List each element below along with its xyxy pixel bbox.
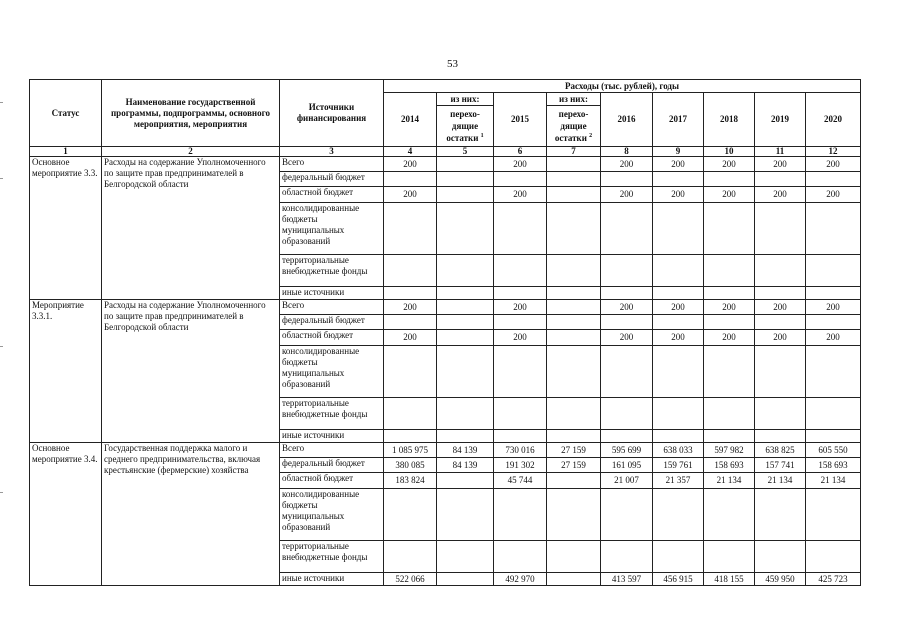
- value-cell: 200: [384, 330, 437, 346]
- row-source: Всего: [280, 443, 384, 458]
- value-cell: 21 134: [704, 473, 755, 489]
- value-cell: 158 693: [704, 458, 755, 473]
- value-cell: [547, 287, 601, 300]
- value-cell: [494, 203, 547, 255]
- value-cell: [653, 287, 704, 300]
- footnote-2: 2: [589, 133, 593, 139]
- value-cell: 200: [653, 300, 704, 315]
- value-cell: [601, 287, 653, 300]
- row-source: областной бюджет: [280, 473, 384, 489]
- row-source: иные источники: [280, 287, 384, 300]
- value-cell: [384, 489, 437, 541]
- row-source: Всего: [280, 300, 384, 315]
- row-source: областной бюджет: [280, 187, 384, 203]
- value-cell: [384, 172, 437, 187]
- value-cell: [653, 172, 704, 187]
- value-cell: [494, 172, 547, 187]
- header-sources: Источники финансирования: [280, 80, 384, 147]
- value-cell: [437, 187, 494, 203]
- value-cell: 200: [806, 330, 861, 346]
- value-cell: [547, 330, 601, 346]
- value-cell: [806, 255, 861, 287]
- value-cell: 638 825: [755, 443, 806, 458]
- value-cell: [437, 473, 494, 489]
- value-cell: 200: [704, 157, 755, 172]
- expenses-table: [29, 79, 861, 586]
- row-name: Государственная поддержка малого и среднего предпринимательства, включая крестьянские (фермерские) хозяйства: [102, 443, 280, 586]
- header-year-2015: 2015: [494, 93, 547, 147]
- header-carryover-2: перехо- дящие остатки $^2$: [547, 106, 601, 147]
- value-cell: [704, 255, 755, 287]
- value-cell: 492 970: [494, 573, 547, 586]
- row-source: Всего: [280, 157, 384, 172]
- value-cell: 200: [601, 157, 653, 172]
- value-cell: [755, 489, 806, 541]
- value-cell: 200: [494, 157, 547, 172]
- value-cell: 200: [601, 187, 653, 203]
- value-cell: [494, 398, 547, 430]
- value-cell: 425 723: [806, 573, 861, 586]
- value-cell: [494, 489, 547, 541]
- header-sub-top-2: из них:: [547, 93, 601, 106]
- value-cell: 21 134: [755, 473, 806, 489]
- value-cell: 27 159: [547, 458, 601, 473]
- value-cell: 159 761: [653, 458, 704, 473]
- row-source: иные источники: [280, 430, 384, 443]
- value-cell: [755, 287, 806, 300]
- value-cell: [384, 541, 437, 573]
- value-cell: [384, 398, 437, 430]
- value-cell: 638 033: [653, 443, 704, 458]
- value-cell: [653, 541, 704, 573]
- value-cell: [437, 287, 494, 300]
- row-source: федеральный бюджет: [280, 172, 384, 187]
- value-cell: [601, 430, 653, 443]
- value-cell: [494, 346, 547, 398]
- value-cell: [437, 255, 494, 287]
- value-cell: 200: [384, 300, 437, 315]
- value-cell: [437, 300, 494, 315]
- value-cell: [494, 430, 547, 443]
- value-cell: [494, 255, 547, 287]
- value-cell: [437, 203, 494, 255]
- header-year-2017: 2017: [653, 93, 704, 147]
- value-cell: 21 357: [653, 473, 704, 489]
- value-cell: [601, 541, 653, 573]
- value-cell: 456 915: [653, 573, 704, 586]
- value-cell: [653, 315, 704, 330]
- header-status: Статус: [30, 80, 102, 147]
- value-cell: [547, 315, 601, 330]
- value-cell: 200: [653, 157, 704, 172]
- value-cell: 1 085 975: [384, 443, 437, 458]
- value-cell: 200: [653, 330, 704, 346]
- table-row: [30, 443, 861, 458]
- value-cell: [384, 346, 437, 398]
- value-cell: 200: [494, 300, 547, 315]
- value-cell: 157 741: [755, 458, 806, 473]
- value-cell: 200: [704, 330, 755, 346]
- value-cell: [601, 255, 653, 287]
- row-status: Мероприятие 3.3.1.: [30, 300, 102, 443]
- value-cell: 200: [806, 157, 861, 172]
- value-cell: [547, 255, 601, 287]
- value-cell: 730 016: [494, 443, 547, 458]
- row-source: иные источники: [280, 573, 384, 586]
- value-cell: [653, 489, 704, 541]
- row-source: консолидированные бюджеты муниципальных образований: [280, 489, 384, 541]
- value-cell: 418 155: [704, 573, 755, 586]
- value-cell: [704, 315, 755, 330]
- value-cell: [601, 172, 653, 187]
- header-year-2019: 2019: [755, 93, 806, 147]
- row-source: федеральный бюджет: [280, 458, 384, 473]
- value-cell: [547, 430, 601, 443]
- value-cell: [384, 203, 437, 255]
- value-cell: 200: [494, 187, 547, 203]
- value-cell: [547, 172, 601, 187]
- value-cell: [704, 430, 755, 443]
- value-cell: [806, 315, 861, 330]
- value-cell: [437, 315, 494, 330]
- value-cell: 200: [755, 157, 806, 172]
- value-cell: [755, 398, 806, 430]
- value-cell: 158 693: [806, 458, 861, 473]
- row-source: территориальные внебюджетные фонды: [280, 398, 384, 430]
- value-cell: 200: [384, 157, 437, 172]
- value-cell: [755, 172, 806, 187]
- value-cell: [601, 346, 653, 398]
- value-cell: 84 139: [437, 458, 494, 473]
- value-cell: [755, 203, 806, 255]
- value-cell: [704, 346, 755, 398]
- header-year-2020: 2020: [806, 93, 861, 147]
- value-cell: [437, 430, 494, 443]
- value-cell: 200: [494, 330, 547, 346]
- value-cell: [437, 157, 494, 172]
- value-cell: [755, 315, 806, 330]
- value-cell: 200: [704, 300, 755, 315]
- value-cell: [806, 489, 861, 541]
- value-cell: [755, 346, 806, 398]
- value-cell: [547, 203, 601, 255]
- header-expenses: Расходы (тыс. рублей), годы: [384, 80, 861, 93]
- value-cell: [806, 172, 861, 187]
- value-cell: [601, 398, 653, 430]
- header-sub-top-1: из них:: [437, 93, 494, 106]
- row-source: консолидированные бюджеты муниципальных образований: [280, 203, 384, 255]
- value-cell: [547, 346, 601, 398]
- value-cell: [653, 346, 704, 398]
- page-number: 53: [447, 58, 458, 70]
- value-cell: [547, 187, 601, 203]
- value-cell: 200: [755, 187, 806, 203]
- value-cell: [547, 473, 601, 489]
- value-cell: [437, 398, 494, 430]
- value-cell: [653, 255, 704, 287]
- value-cell: [437, 346, 494, 398]
- value-cell: [653, 203, 704, 255]
- value-cell: [806, 430, 861, 443]
- value-cell: [547, 573, 601, 586]
- value-cell: [494, 287, 547, 300]
- row-source: территориальные внебюджетные фонды: [280, 541, 384, 573]
- value-cell: [704, 398, 755, 430]
- row-name: Расходы на содержание Уполномоченного по защите прав предпринимателей в Белгородской области: [102, 300, 280, 443]
- value-cell: 21 007: [601, 473, 653, 489]
- header-year-2016: 2016: [601, 93, 653, 147]
- value-cell: [384, 315, 437, 330]
- value-cell: 161 095: [601, 458, 653, 473]
- value-cell: [806, 287, 861, 300]
- value-cell: [437, 541, 494, 573]
- value-cell: 21 134: [806, 473, 861, 489]
- row-source: областной бюджет: [280, 330, 384, 346]
- header-carryover-1: перехо- дящие остатки $^1$: [437, 106, 494, 147]
- value-cell: [437, 330, 494, 346]
- row-source: территориальные внебюджетные фонды: [280, 255, 384, 287]
- header-name: Наименование государственной программы, подпрограммы, основного мероприятия, мероприятия: [102, 80, 280, 147]
- value-cell: [755, 541, 806, 573]
- value-cell: 597 982: [704, 443, 755, 458]
- value-cell: [494, 315, 547, 330]
- value-cell: [806, 203, 861, 255]
- value-cell: [704, 541, 755, 573]
- value-cell: [437, 489, 494, 541]
- value-cell: [755, 255, 806, 287]
- value-cell: [653, 398, 704, 430]
- value-cell: 413 597: [601, 573, 653, 586]
- value-cell: [384, 287, 437, 300]
- value-cell: 200: [704, 187, 755, 203]
- row-source: консолидированные бюджеты муниципальных образований: [280, 346, 384, 398]
- value-cell: 200: [755, 300, 806, 315]
- value-cell: 191 302: [494, 458, 547, 473]
- value-cell: 605 550: [806, 443, 861, 458]
- value-cell: [704, 287, 755, 300]
- value-cell: [437, 573, 494, 586]
- value-cell: [601, 315, 653, 330]
- table-row: [30, 157, 861, 172]
- value-cell: 380 085: [384, 458, 437, 473]
- value-cell: 595 699: [601, 443, 653, 458]
- value-cell: 200: [601, 330, 653, 346]
- value-cell: [806, 346, 861, 398]
- value-cell: 45 744: [494, 473, 547, 489]
- value-cell: [806, 541, 861, 573]
- value-cell: 522 066: [384, 573, 437, 586]
- value-cell: [806, 398, 861, 430]
- table-body: [30, 157, 861, 586]
- footnote-1: 1: [480, 133, 484, 139]
- header-year-2018: 2018: [704, 93, 755, 147]
- value-cell: 200: [653, 187, 704, 203]
- header-year-2014: 2014: [384, 93, 437, 147]
- value-cell: [547, 489, 601, 541]
- value-cell: [384, 430, 437, 443]
- value-cell: 183 824: [384, 473, 437, 489]
- row-source: федеральный бюджет: [280, 315, 384, 330]
- value-cell: 200: [806, 187, 861, 203]
- value-cell: [494, 541, 547, 573]
- value-cell: 27 159: [547, 443, 601, 458]
- value-cell: [437, 172, 494, 187]
- value-cell: 459 950: [755, 573, 806, 586]
- value-cell: [601, 489, 653, 541]
- value-cell: [547, 157, 601, 172]
- value-cell: [755, 430, 806, 443]
- value-cell: 200: [806, 300, 861, 315]
- value-cell: [547, 541, 601, 573]
- value-cell: [547, 300, 601, 315]
- value-cell: [547, 398, 601, 430]
- table-row: [30, 300, 861, 315]
- value-cell: [704, 489, 755, 541]
- value-cell: [601, 203, 653, 255]
- value-cell: 200: [755, 330, 806, 346]
- row-name: Расходы на содержание Уполномоченного по защите прав предпринимателей в Белгородской области: [102, 157, 280, 300]
- value-cell: [704, 203, 755, 255]
- value-cell: 84 139: [437, 443, 494, 458]
- value-cell: 200: [601, 300, 653, 315]
- row-status: Основное мероприятие 3.3.: [30, 157, 102, 300]
- value-cell: [384, 255, 437, 287]
- column-index-row: 1 2 3 4 5 6 7 8 9 10 11 12: [30, 147, 861, 157]
- row-status: Основное мероприятие 3.4.: [30, 443, 102, 586]
- value-cell: [704, 172, 755, 187]
- value-cell: 200: [384, 187, 437, 203]
- value-cell: [653, 430, 704, 443]
